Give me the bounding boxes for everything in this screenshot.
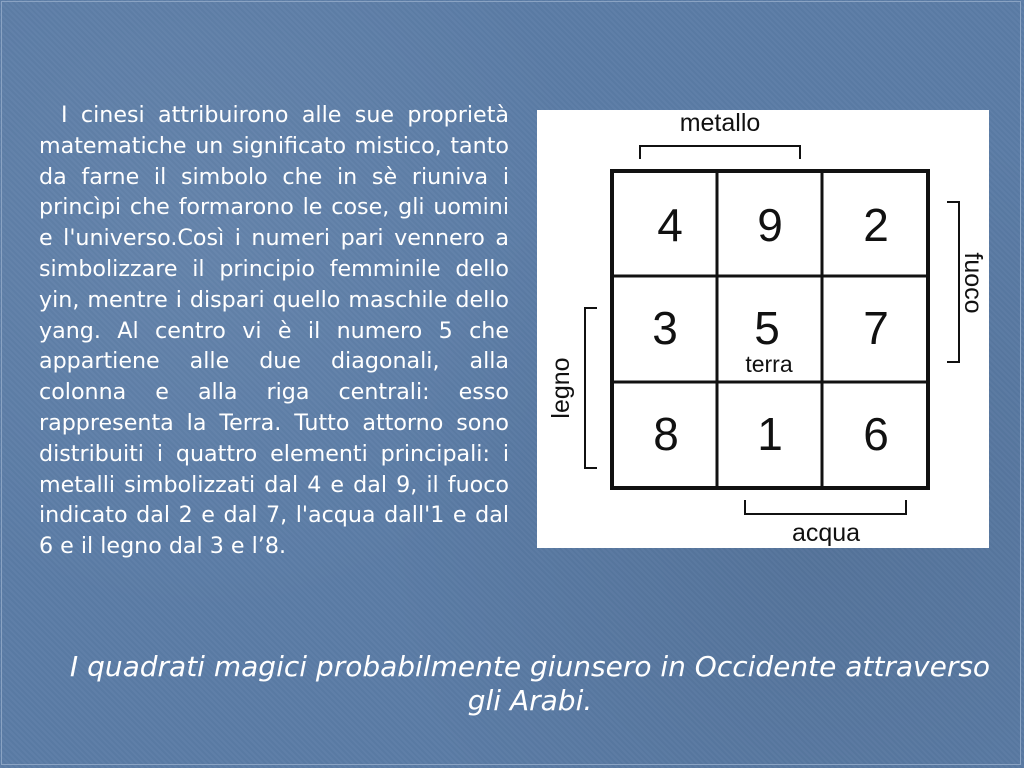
- cell-r1c3: 2: [863, 199, 889, 251]
- bracket-bottom: [745, 500, 906, 514]
- footer-text: I quadrati magici probabilmente giunsero in Occidente attraverso gli Arabi.: [69, 650, 991, 717]
- label-center-terra: terra: [745, 351, 793, 377]
- cell-r2c3: 7: [863, 302, 889, 354]
- magic-square-figure: [537, 110, 989, 548]
- label-right-fuoco: fuoco: [959, 252, 987, 314]
- label-left-legno: legno: [547, 357, 575, 419]
- cell-r2c2: 5: [754, 302, 780, 354]
- cell-r1c1: 4: [657, 199, 683, 251]
- label-top-metallo: metallo: [679, 110, 761, 137]
- body-text: I cinesi attribuirono alle sue proprietà matematiche un significato mistico, tanto da farne il simbolo che in sè riuniva i princìpi che formarono le cose, gli uomini e l'universo.Così i numeri pari vennero a simbolizzare il principio femminile dello yin, mentre i dispari quello maschile dello yang. Al centro vi è il numero 5 che appartiene alle due diagonali, alla colonna e alla riga centrali: esso rappresenta la Terra. Tutto attorno sono distribuiti i quattro elementi principali: i metalli simbolizzati dal 4 e dal 9, il fuoco indicato dal 2 e dal 7, l'acqua dall'1 e dal 6 e il legno dal 3 e l’8.: [39, 102, 509, 560]
- cell-r1c2: 9: [757, 199, 783, 251]
- cell-r3c2: 1: [757, 408, 783, 460]
- bracket-right: [947, 202, 959, 362]
- label-bottom-acqua: acqua: [791, 519, 861, 547]
- magic-square-svg: [537, 110, 989, 548]
- bracket-left: [585, 308, 597, 468]
- cell-r2c1: 3: [652, 302, 678, 354]
- cell-r3c3: 6: [863, 408, 889, 460]
- bracket-top: [640, 146, 800, 159]
- cell-r3c1: 8: [653, 408, 679, 460]
